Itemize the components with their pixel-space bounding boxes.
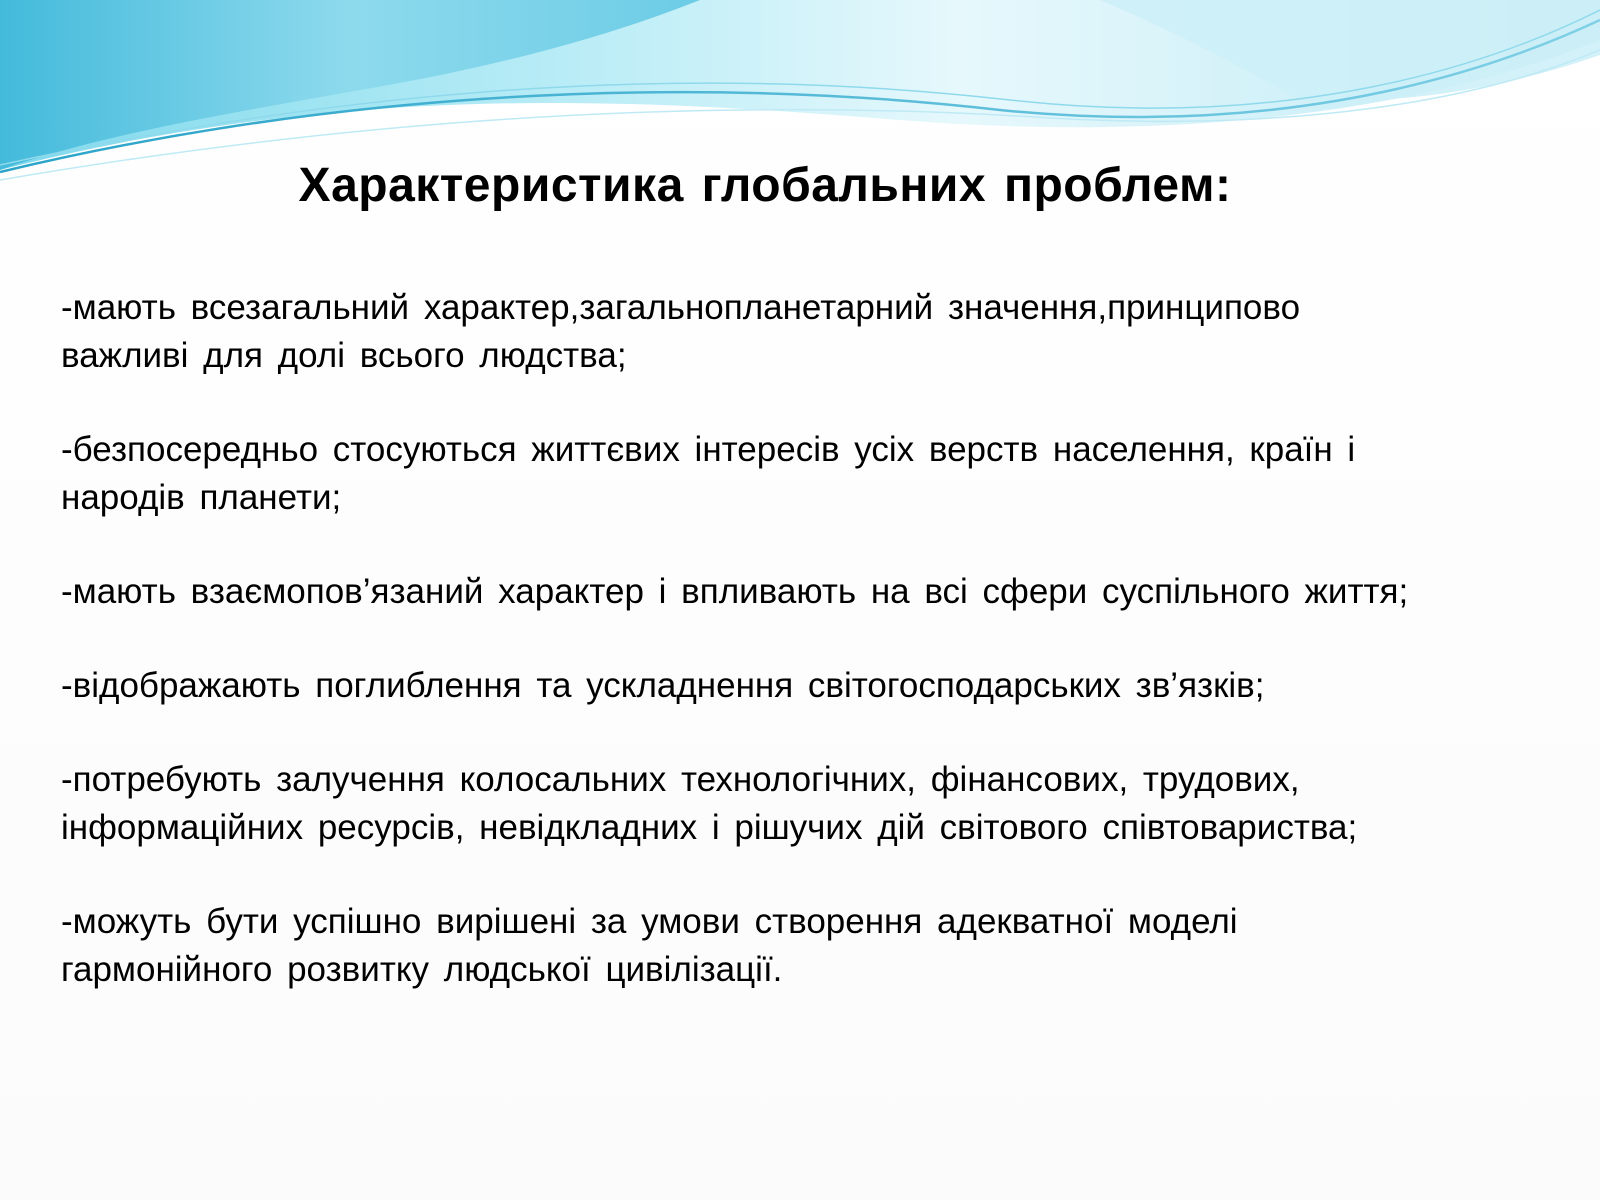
list-item: -безпосередньо стосуються життєвих інтересів усіх верств населення, країн і народів планети; — [61, 430, 1356, 517]
list-item: -відображають поглиблення та ускладнення світогосподарських зв’язків; — [61, 666, 1265, 705]
characteristics-list — [61, 284, 1561, 1040]
list-item: -мають взаємопов’язаний характер і впливають на всі сфери суспільного життя; — [61, 572, 1409, 611]
list-item: -потребують залучення колосальних технологічних, фінансових, трудових, інформаційних ресурсів, невідкладних і рішучих дій світового співтовариства; — [61, 760, 1358, 847]
slide-title: Характеристика глобальних проблем: — [298, 159, 1232, 212]
list-item: -мають всезагальний характер,загальнопланетарний значення,принципово важливі для долі всього людства; — [61, 288, 1301, 375]
list-item: -можуть бути успішно вирішені за умови створення адекватної моделі гармонійного розвитку людської цивілізації. — [61, 902, 1238, 989]
